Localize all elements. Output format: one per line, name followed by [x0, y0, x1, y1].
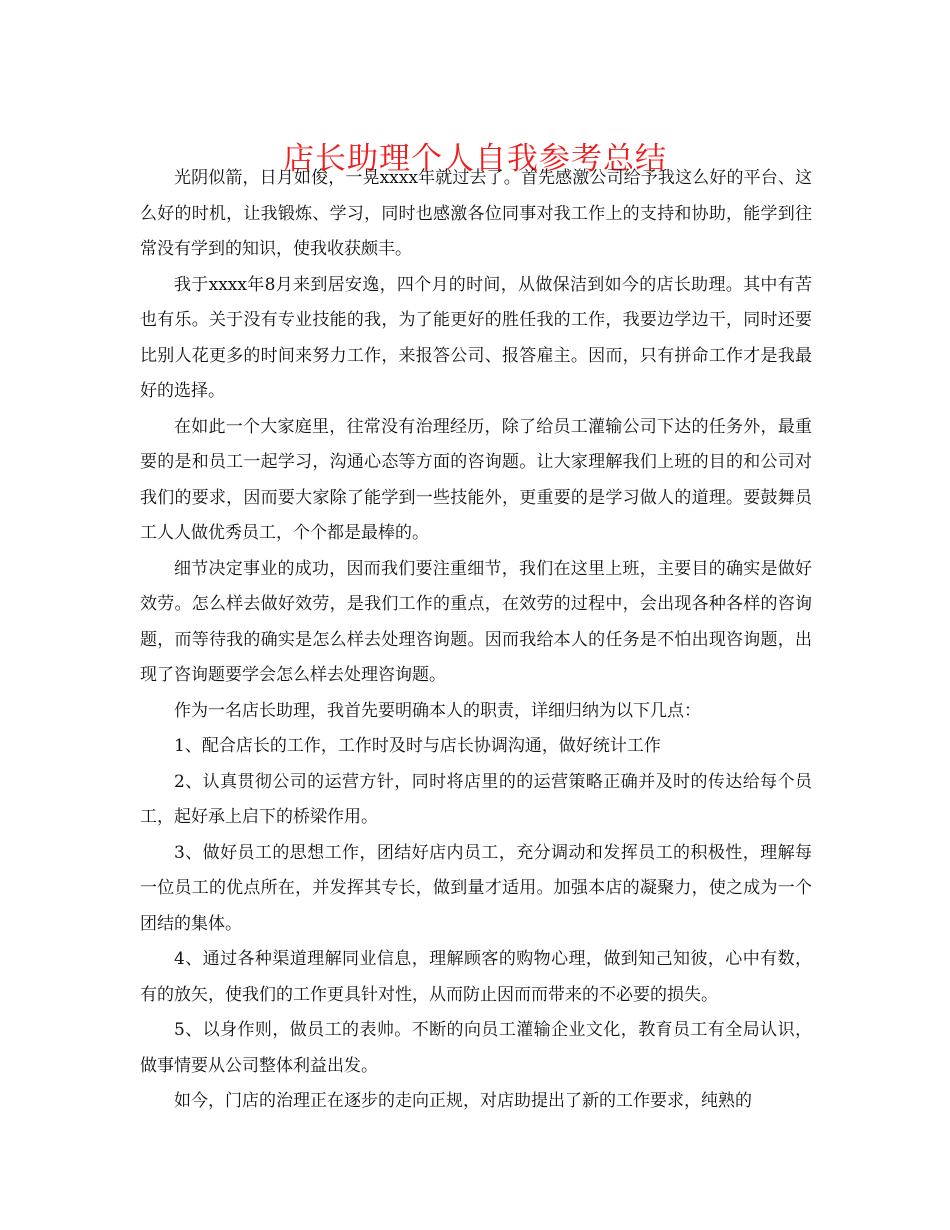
- list-item-duty-4: 4、通过各种渠道理解同业信息，理解顾客的购物心理，做到知己知彼，心中有数，有的放矢，使我们的工作更具针对性，从而防止因而而带来的不必要的损失。: [140, 949, 812, 1005]
- document-title: 店长助理个人自我参考总结: [283, 140, 667, 177]
- paragraph-team: 在如此一个大家庭里，往常没有治理经历，除了给员工灌输公司下达的任务外，最重要的是和员工一起学习，沟通心态等方面的咨询题。让大家理解我们上班的目的和公司对我们的要求，因而要大家除了能学到一些技能外，更重要的是学习做人的道理。要鼓舞员工人人做优秀员工，个个都是最棒的。: [140, 416, 812, 543]
- paragraph-arrival: 我于xxxx年8月来到居安逸，四个月的时间，从做保洁到如今的店长助理。其中有苦也有乐。关于没有专业技能的我，为了能更好的胜任我的工作，我要边学边干，同时还要比别人花更多的时间来努力工作，来报答公司、报答雇主。因而，只有拼命工作才是我最好的选择。: [140, 274, 812, 401]
- document-body: [140, 161, 812, 1120]
- list-item-duty-1: 1、配合店长的工作，工作时及时与店长协调沟通，做好统计工作: [174, 736, 661, 756]
- paragraph-intro: 光阴似箭，日月如俊，一晃xxxx年就过去了。首先感激公司给予我这么好的平台、这么好的时机，让我锻炼、学习，同时也感激各位同事对我工作上的支持和协助，能学到往常没有学到的知识，使我收获颇丰。: [140, 168, 812, 259]
- list-item-duty-3: 3、做好员工的思想工作，团结好店内员工，充分调动和发挥员工的积极性，理解每一位员工的优点所在，并发挥其专长，做到量才适用。加强本店的凝聚力，使之成为一个团结的集体。: [140, 842, 812, 934]
- paragraph-duties-intro: 作为一名店长助理，我首先要明确本人的职责，详细归纳为以下几点：: [174, 700, 701, 721]
- paragraph-current: 如今，门店的治理正在逐步的走向正规，对店助提出了新的工作要求，纯熟的: [174, 1091, 752, 1111]
- list-item-duty-5: 5、以身作则，做员工的表帅。不断的向员工灌输企业文化，教育员工有全局认识，做事情要从公司整体利益出发。: [140, 1020, 812, 1076]
- list-item-duty-2: 2、认真贯彻公司的运营方针，同时将店里的的运营策略正确并及时的传达给每个员工，起好承上启下的桥梁作用。: [140, 771, 812, 827]
- paragraph-details: 细节决定事业的成功，因而我们要注重细节，我们在这里上班，主要目的确实是做好效劳。怎么样去做好效劳，是我们工作的重点，在效劳的过程中，会出现各种各样的咨询题，而等待我的确实是怎么样去处理咨询题。因而我给本人的任务是不怕出现咨询题，出现了咨询题要学会怎么样去处理咨询题。: [140, 558, 812, 685]
